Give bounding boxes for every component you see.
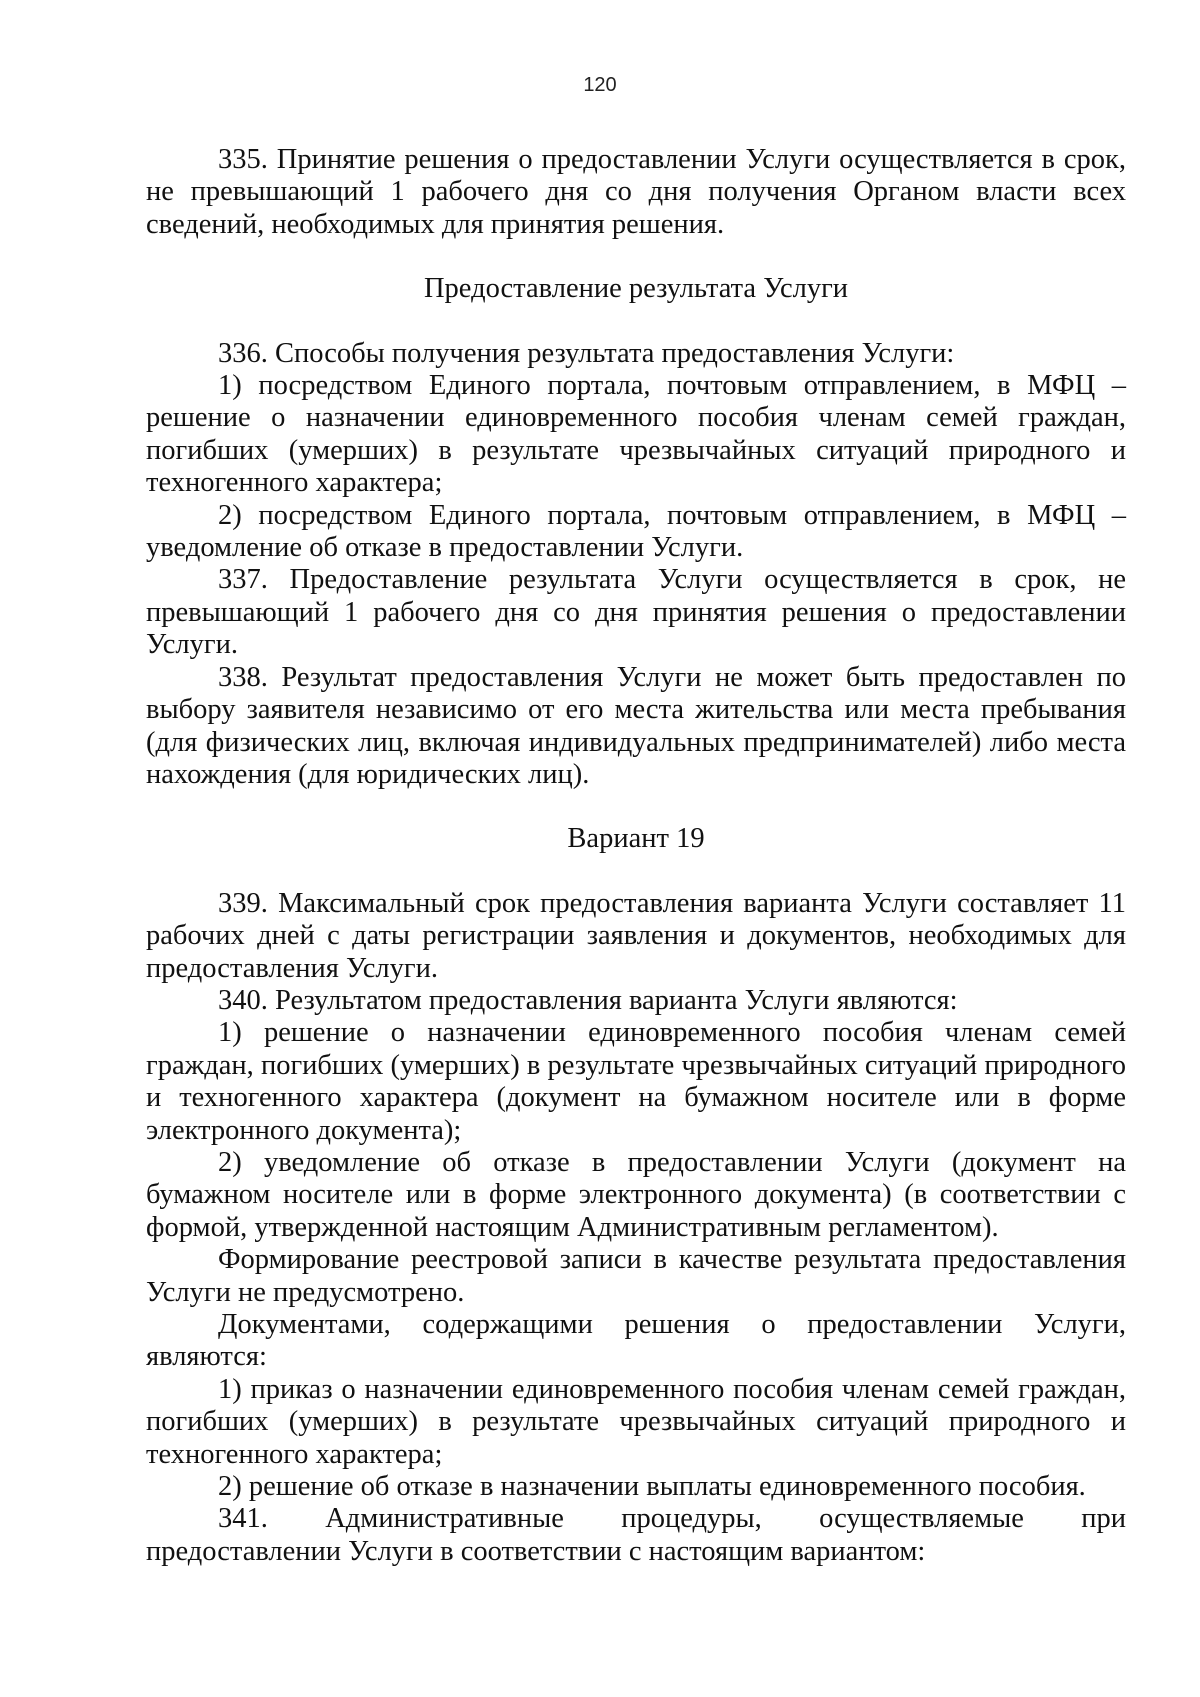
paragraph-decision-item-1: 1) приказ о назначении единовременного пособия членам семей граждан, погибших (умерших) в результате чрезвычайных ситуаций природного и техногенного характера; [146, 1373, 1126, 1470]
paragraph-338: 338. Результат предоставления Услуги не может быть предоставлен по выбору заявителя независимо от его места жительства или места пребывания (для физических лиц, включая индивидуальных предпринимателей) либо места нахождения (для юридических лиц). [146, 661, 1126, 790]
section-heading-variant-19: Вариант 19 [567, 823, 705, 855]
paragraph-339: 339. Максимальный срок предоставления варианта Услуги составляет 11 рабочих дней с даты регистрации заявления и документов, необходимых для предоставления Услуги. [146, 887, 1126, 984]
paragraph-decision-documents: Документами, содержащими решения о предоставлении Услуги, являются: [146, 1309, 1126, 1373]
paragraph-336-item-2: 2) посредством Единого портала, почтовым отправлением, в МФЦ – уведомление об отказе в предоставлении Услуги. [146, 499, 1126, 564]
document-body [146, 144, 1126, 1568]
paragraph-341: 341. Административные процедуры, осуществляемые при предоставлении Услуги в соответствии с настоящим вариантом: [146, 1503, 1126, 1567]
paragraph-340: 340. Результатом предоставления варианта Услуги являются: [218, 984, 958, 1016]
paragraph-336: 336. Способы получения результата предоставления Услуги: [218, 337, 955, 369]
paragraph-decision-item-2: 2) решение об отказе в назначении выплаты единовременного пособия. [218, 1471, 1086, 1503]
paragraph-336-item-1: 1) посредством Единого портала, почтовым отправлением, в МФЦ – решение о назначении единовременного пособия членам семей граждан, погибших (умерших) в результате чрезвычайных ситуаций природного и техногенного характера; [146, 370, 1126, 499]
page-number: 120 [583, 74, 617, 96]
paragraph-registry-record: Формирование реестровой записи в качестве результата предоставления Услуги не предусмотрено. [146, 1244, 1126, 1308]
paragraph-340-item-2: 2) уведомление об отказе в предоставлении Услуги (документ на бумажном носителе или в форме электронного документа) (в соответствии с формой, утвержденной настоящим Административным регламентом). [146, 1146, 1126, 1243]
paragraph-335: 335. Принятие решения о предоставлении Услуги осуществляется в срок, не превышающий 1 рабочего дня со дня получения Органом власти всех сведений, необходимых для принятия решения. [146, 144, 1126, 240]
paragraph-340-item-1: 1) решение о назначении единовременного пособия членам семей граждан, погибших (умерших) в результате чрезвычайных ситуаций природного и техногенного характера (документ на бумажном носителе или в форме электронного документа); [146, 1017, 1126, 1146]
section-heading-result: Предоставление результата Услуги [423, 273, 849, 305]
paragraph-337: 337. Предоставление результата Услуги осуществляется в срок, не превышающий 1 рабочего дня со дня принятия решения о предоставлении Услуги. [146, 564, 1126, 661]
